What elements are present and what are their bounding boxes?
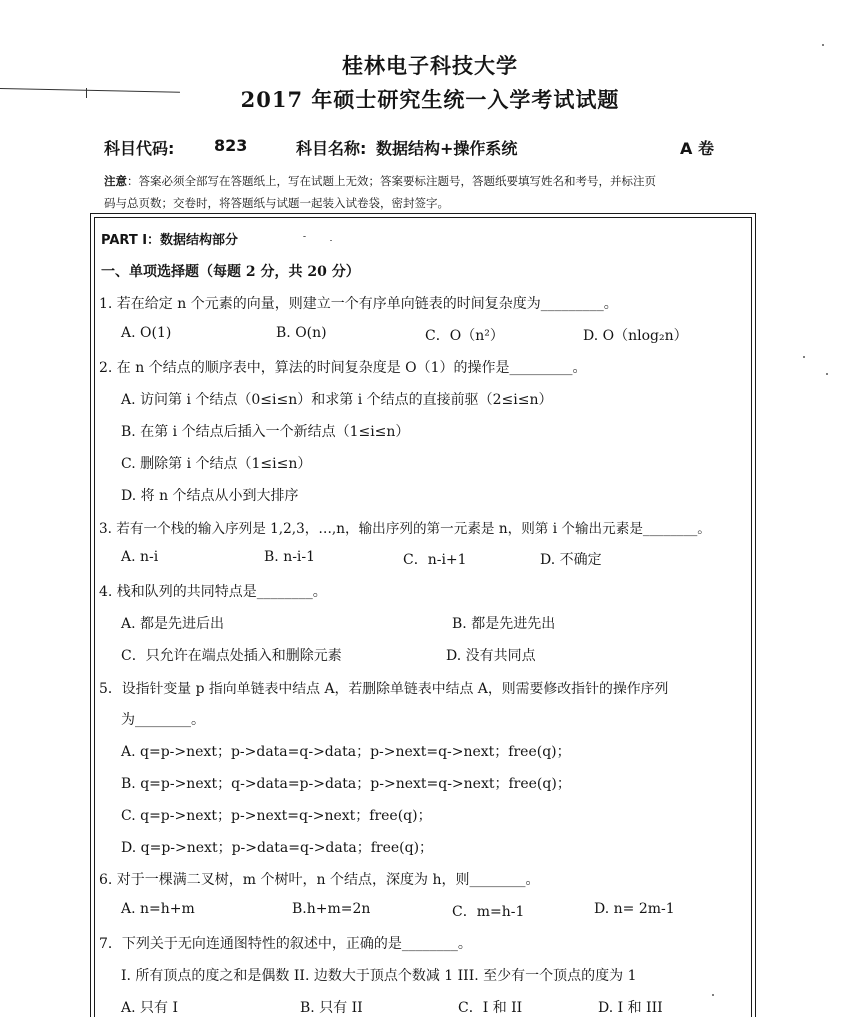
exam-title: 2017 年硕士研究生统一入学考试试题: [240, 87, 620, 112]
question-4-option-d: D. 没有共同点: [446, 648, 536, 664]
question-6-option-d: D. n= 2m-1: [594, 901, 675, 917]
question-1-option-b: B. O(n): [276, 325, 327, 341]
scan-speck: [822, 44, 824, 46]
question-7-stem: 7．下列关于无向连通图特性的叙述中，正确的是________。: [99, 936, 472, 952]
subject-name-label: 科目名称:: [296, 139, 367, 158]
question-7-option-d: D. I 和 III: [598, 1000, 663, 1016]
question-6-option-c: C．m=h-1: [452, 904, 525, 920]
subject-row: [104, 136, 744, 158]
question-5-stem: 5．设指针变量 p 指向单链表中结点 A，若删除单链表中结点 A，则需要修改指针的操作序列: [99, 681, 669, 697]
question-2-option-c: C. 删除第 i 个结点（1≤i≤n）: [121, 456, 312, 472]
question-1-option-a: A. O(1): [121, 325, 172, 341]
question-5-option-b: B. q=p->next；q->data=p->data；p->next=q->next；free(q)；: [121, 776, 571, 792]
exam-notice: [104, 170, 754, 214]
subject-code-value: 823: [214, 136, 248, 155]
scan-speck: [712, 994, 714, 996]
question-4-stem: 4. 栈和队列的共同特点是________。: [99, 584, 327, 600]
question-6-option-a: A. n=h+m: [121, 901, 195, 917]
question-2-option-a: A. 访问第 i 个结点（0≤i≤n）和求第 i 个结点的直接前驱（2≤i≤n）: [121, 392, 553, 408]
question-5-stem-cont: 为________。: [121, 712, 205, 728]
paper-version: A 卷: [680, 139, 714, 158]
question-2-option-d: D. 将 n 个结点从小到大排序: [121, 488, 299, 504]
section-heading: 一、单项选择题（每题 2 分，共 20 分）: [101, 264, 360, 280]
question-5-option-d: D. q=p->next；p->data=q->data；free(q)；: [121, 840, 434, 856]
question-7-statements: I. 所有顶点的度之和是偶数 II. 边数大于顶点个数减 1 III. 至少有一个顶点的度为 1: [121, 968, 637, 984]
question-1-option-c: C．O（n²）: [425, 328, 504, 344]
question-7-option-b: B. 只有 II: [300, 1000, 363, 1016]
question-2-stem: 2. 在 n 个结点的顺序表中，算法的时间复杂度是 O（1）的操作是_________。: [99, 360, 587, 376]
question-6-option-b: B.h+m=2n: [292, 901, 371, 917]
question-4-option-a: A. 都是先进后出: [121, 616, 225, 632]
subject-name-value: 数据结构+操作系统: [376, 139, 518, 158]
subject-code-label: 科目代码:: [104, 139, 175, 158]
scan-speck: [330, 240, 332, 241]
question-4-option-c: C．只允许在端点处插入和删除元素: [121, 648, 342, 664]
question-3-option-c: C．n-i+1: [403, 552, 467, 568]
notice-line-1: ：答案必须全部写在答题纸上，写在试题上无效；答案要标注题号，答题纸要填写姓名和考号，并标注页: [127, 174, 656, 188]
university-title: 桂林电子科技大学: [342, 53, 518, 78]
question-1-option-d: D. O（nlog₂n）: [583, 328, 688, 344]
notice-label: 注意: [104, 174, 127, 188]
notice-line-2: 码与总页数；交卷时，将答题纸与试题一起装入试卷袋，密封签字。: [104, 196, 449, 210]
scan-speck: [803, 356, 805, 358]
question-4-option-b: B. 都是先进先出: [452, 616, 556, 632]
part-heading: PART Ⅰ：数据结构部分: [101, 233, 239, 248]
question-7-option-c: C．I 和 II: [458, 1000, 523, 1016]
question-5-option-c: C. q=p->next；p->next=q->next；free(q)；: [121, 808, 432, 824]
question-3-option-d: D. 不确定: [540, 552, 602, 568]
question-6-stem: 6. 对于一棵满二叉树，m 个树叶，n 个结点，深度为 h，则________。: [99, 872, 540, 888]
question-2-option-b: B. 在第 i 个结点后插入一个新结点（1≤i≤n）: [121, 424, 410, 440]
question-3-stem: 3. 若有一个栈的输入序列是 1,2,3，…,n，输出序列的第一元素是 n，则第 i 个输出元素是________。: [99, 521, 711, 537]
scan-speck: [303, 236, 306, 237]
question-3-option-b: B. n-i-1: [264, 549, 316, 565]
question-3-option-a: A. n-i: [121, 549, 159, 565]
scan-speck: [826, 373, 828, 375]
question-7-option-a: A. 只有 I: [121, 1000, 178, 1016]
question-1-stem: 1. 若在给定 n 个元素的向量，则建立一个有序单向链表的时间复杂度为_________。: [99, 296, 618, 312]
question-5-option-a: A. q=p->next；p->data=q->data；p->next=q->next；free(q)；: [121, 744, 571, 760]
